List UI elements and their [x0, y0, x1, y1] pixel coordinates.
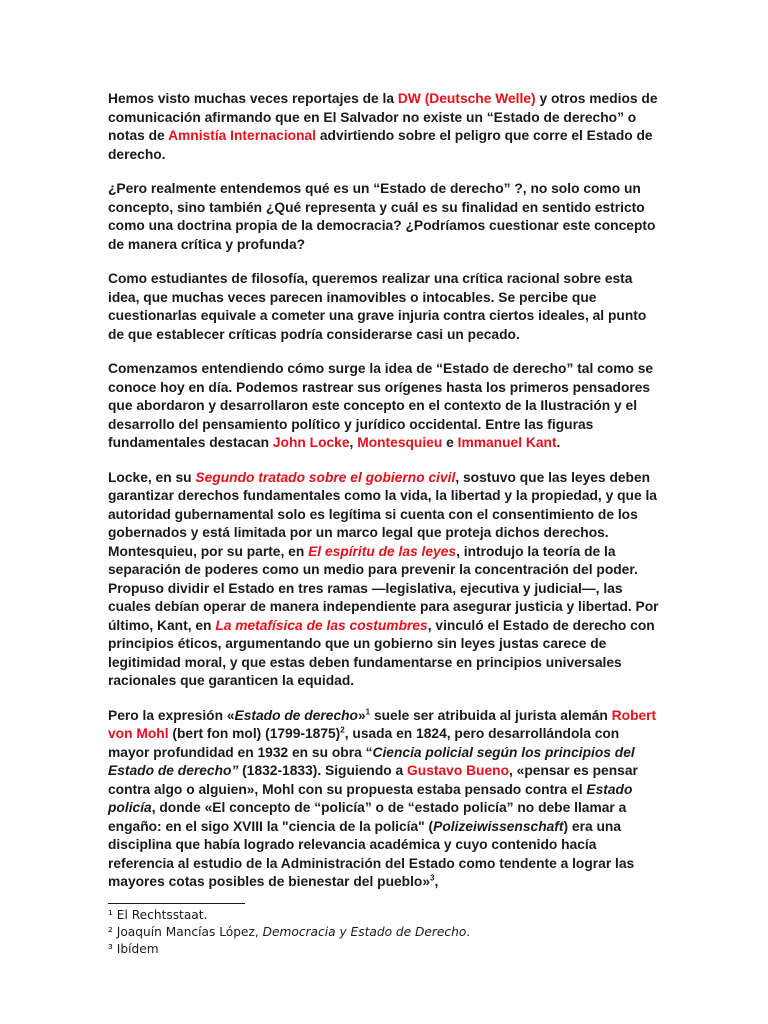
- paragraph-mohl: [108, 707, 660, 892]
- text-run: , «pensar es pensar contra algo o alguien», Mohl con su propuesta estaba pensado contra el: [108, 763, 638, 797]
- text-run: advirtiendo sobre el peligro que corre el Estado de derecho.: [108, 128, 653, 162]
- link-amnistia[interactable]: Amnistía Internacional: [168, 128, 317, 143]
- paragraph-thinkers: [108, 469, 660, 691]
- link-dw[interactable]: DW (Deutsche Welle): [397, 91, 536, 106]
- text-run: , usada en 1824, pero desarrollándola con mayor profundidad en 1932 en su obra “: [108, 726, 620, 760]
- document-page: [108, 90, 660, 958]
- text-run: Pero la expresión «: [108, 707, 235, 723]
- text-run: , donde «El concepto de “policía” o de “estado policía” no debe llamar a engaño: en el sigo XVIII la "ciencia de la policía" (: [108, 800, 627, 834]
- footnote-2: [108, 924, 660, 941]
- footnote-ref-3[interactable]: 3: [430, 873, 435, 883]
- text-run: Locke, en su: [108, 469, 196, 485]
- italic-term: Estado policía: [108, 781, 633, 815]
- text-run: y otros medios de comunicación afirmando que en El Salvador no existe un “Estado de derecho” o notas de: [108, 91, 658, 143]
- link-montesquieu[interactable]: Montesquieu: [357, 435, 443, 450]
- footnote-1: [108, 907, 660, 924]
- link-espiritu-leyes[interactable]: El espíritu de las leyes: [308, 543, 457, 559]
- text-run: ¿Pero realmente entendemos qué es un “Estado de derecho” ?, no solo como un concepto, sino también ¿Qué representa y cuál es su finalidad en sentido estricto como una doctrina propia de la democracia? ¿Podríamos cuestionar este concepto de manera crítica y profunda?: [108, 181, 656, 252]
- text-run: , introdujo la teoría de la separación de poderes como un medio para prevenir la concentración del poder. Propuso dividir el Estado en tres ramas —legislativa, ejecutiva y judicial—, las cuales debían operar de manera independiente para asegurar justicia y libertad. Por último, Kant, en: [108, 543, 659, 633]
- text-run: e: [442, 435, 458, 450]
- footnote-text: ³ Ibídem: [108, 941, 159, 956]
- text-run: Comenzamos entendiendo cómo surge la idea de “Estado de derecho” tal como se conoce hoy en día. Podemos rastrear sus orígenes hasta los primeros pensadores que abordaron y desarrollaron este concepto en el contexto de la Ilustración y el desarrollo del pensamiento político y jurídico occidental. Entre las figuras fundamentales destacan: [108, 361, 654, 450]
- footnote-ref-2[interactable]: 2: [340, 725, 345, 735]
- text-run: ,: [349, 435, 358, 450]
- paragraph-students: [108, 270, 660, 344]
- paragraph-origins: [108, 360, 660, 453]
- italic-term: Polizeiwissenschaft: [433, 818, 564, 834]
- text-run: , vinculó el Estado de derecho con principios éticos, argumentando que un gobierno sin leyes justas carece de legitimidad moral, y que estas deben fundamentarse en principios universales racionales que garanticen la equidad.: [108, 617, 655, 688]
- footnote-text: ¹ El Rechtsstaat.: [108, 907, 208, 922]
- text-run: , sostuvo que las leyes deben garantizar derechos fundamentales como la vida, la libertad y la propiedad, y que la autoridad gubernamental solo es legítima si cuenta con el consentimiento de los gobernados y está limitada por un marco legal que proteja dichos derechos. Montesquieu, por su parte, en: [108, 469, 657, 559]
- text-run: (1832-1833). Siguiendo a: [238, 763, 408, 778]
- text-run: ) era una disciplina que había logrado relevancia académica y cuyo contenido hacía referencia al estudio de la Administración del Estado como tendente a lograr las mayores cotas posibles de bienestar del pueblo»: [108, 818, 635, 889]
- link-gustavo-bueno[interactable]: Gustavo Bueno: [407, 763, 510, 778]
- footnote-3: [108, 941, 660, 958]
- footnote-text: ² Joaquín Mancías López,: [108, 924, 263, 939]
- footnote-ref-1[interactable]: 1: [365, 706, 371, 716]
- link-robert-von-mohl[interactable]: Robert von Mohl: [108, 707, 657, 741]
- text-run: .: [556, 435, 561, 450]
- footnote-title: Democracia y Estado de Derecho: [262, 924, 467, 939]
- text-run: Como estudiantes de filosofía, queremos realizar una crítica racional sobre esta idea, que muchas veces parecen inamovibles o intocables. Se percibe que cuestionarlas equivale a cometer una grave injuria contra ciertos ideales, al punto de que establecer críticas podría considerarse casi un pecado.: [108, 271, 647, 342]
- link-metafisica-costumbres[interactable]: La metafísica de las costumbres: [215, 617, 428, 633]
- text-run: ,: [434, 874, 439, 889]
- italic-title: Ciencia policial según los principios del Estado de derecho”: [108, 744, 635, 778]
- link-segundo-tratado[interactable]: Segundo tratado sobre el gobierno civil: [195, 469, 456, 485]
- paragraph-question: [108, 180, 660, 254]
- text-run: suele ser atribuida al jurista alemán: [370, 707, 612, 723]
- text-run: »: [357, 707, 366, 723]
- footnote-divider: [108, 903, 245, 904]
- paragraph-intro: [108, 90, 660, 164]
- link-john-locke[interactable]: John Locke: [272, 435, 350, 450]
- text-run: (bert fon mol) (1799-1875): [168, 726, 341, 741]
- text-run: Hemos visto muchas veces reportajes de la: [108, 91, 398, 106]
- footnote-text: .: [466, 924, 471, 939]
- link-immanuel-kant[interactable]: Immanuel Kant: [457, 435, 557, 450]
- italic-term: Estado de derecho: [234, 707, 358, 723]
